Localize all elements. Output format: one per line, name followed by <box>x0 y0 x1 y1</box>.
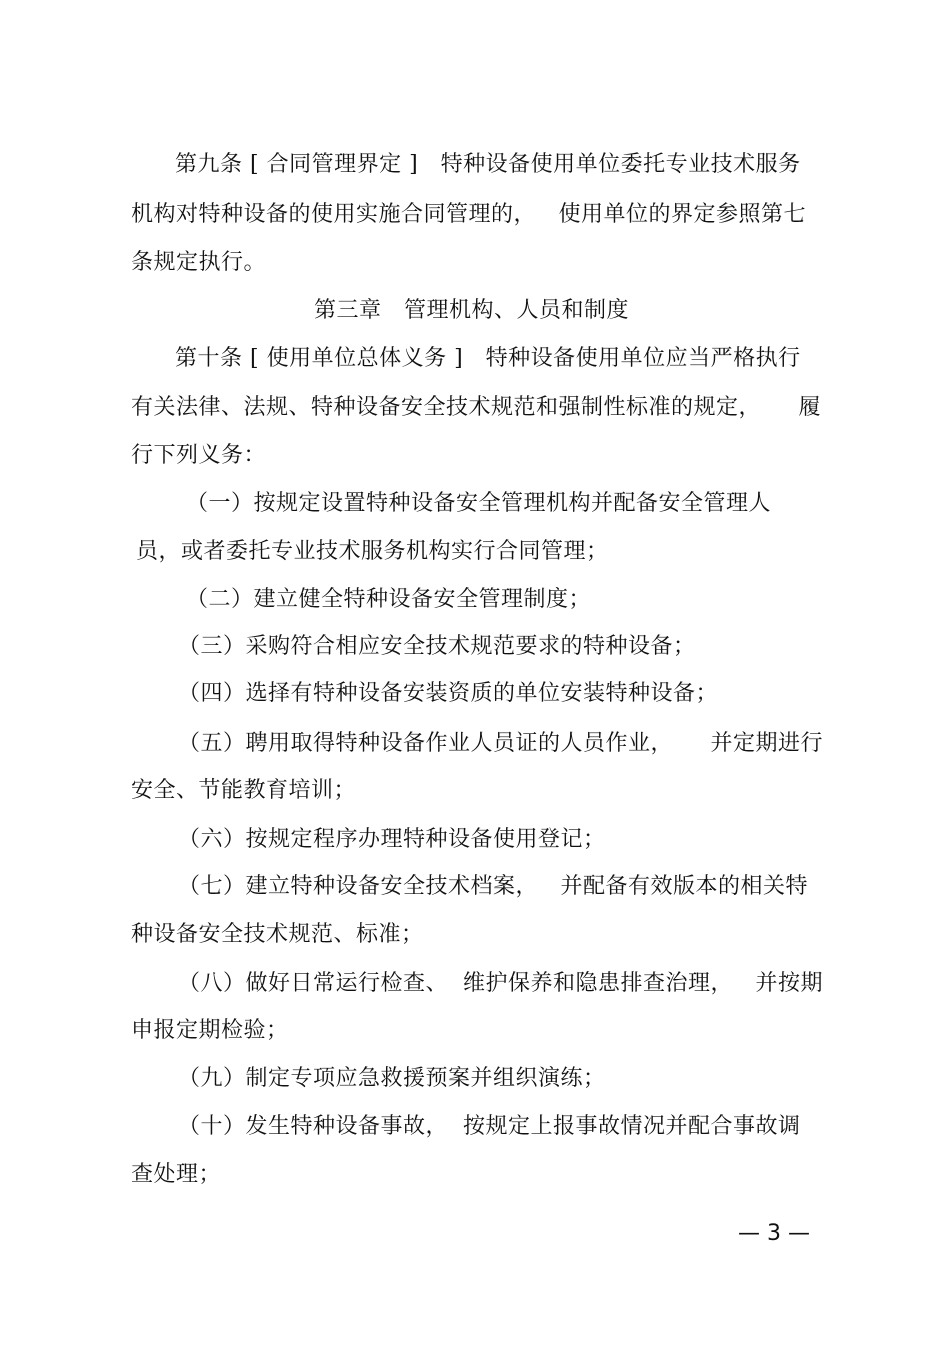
article9-line3: 条规定执行。 <box>131 250 267 275</box>
item8-line1: （八）做好日常运行检查、 维护保养和隐患排查治理， 并按期 <box>178 971 823 996</box>
chapter-heading: 第三章 管理机构、人员和制度 <box>314 298 629 323</box>
item2: （二）建立健全特种设备安全管理制度； <box>186 587 592 612</box>
item5-line2: 安全、节能教育培训； <box>131 778 357 803</box>
article10-line2: 有关法律、法规、特种设备安全技术规范和强制性标准的规定， 履 <box>131 395 821 420</box>
item4: （四）选择有特种设备安装资质的单位安装特种设备； <box>178 681 719 706</box>
item8-line2: 申报定期检验； <box>131 1018 289 1043</box>
article10-line3: 行下列义务： <box>131 443 267 468</box>
article10-line1: 第十条 [ 使用单位总体义务 ] 特种设备使用单位应当严格执行 <box>175 346 801 371</box>
item10-line2: 查处理； <box>131 1162 222 1187</box>
article9-line2: 机构对特种设备的使用实施合同管理的， 使用单位的界定参照第七 <box>131 202 806 227</box>
item7-line2: 种设备安全技术规范、标准； <box>131 922 424 947</box>
page-number: — 3 — <box>738 1221 810 1246</box>
item1-line1: （一）按规定设置特种设备安全管理机构并配备安全管理人 <box>186 491 772 516</box>
item9: （九）制定专项应急救援预案并组织演练； <box>178 1066 606 1091</box>
article9-line1: 第九条 [ 合同管理界定 ] 特种设备使用单位委托专业技术服务 <box>175 152 801 177</box>
item3: （三）采购符合相应安全技术规范要求的特种设备； <box>178 634 696 659</box>
item6: （六）按规定程序办理特种设备使用登记； <box>178 827 606 852</box>
item10-line1: （十）发生特种设备事故， 按规定上报事故情况并配合事故调 <box>178 1114 801 1139</box>
item7-line1: （七）建立特种设备安全技术档案， 并配备有效版本的相关特 <box>178 874 808 899</box>
item5-line1: （五）聘用取得特种设备作业人员证的人员作业， 并定期进行 <box>178 731 823 756</box>
item1-line2: 员，或者委托专业技术服务机构实行合同管理； <box>136 539 609 564</box>
